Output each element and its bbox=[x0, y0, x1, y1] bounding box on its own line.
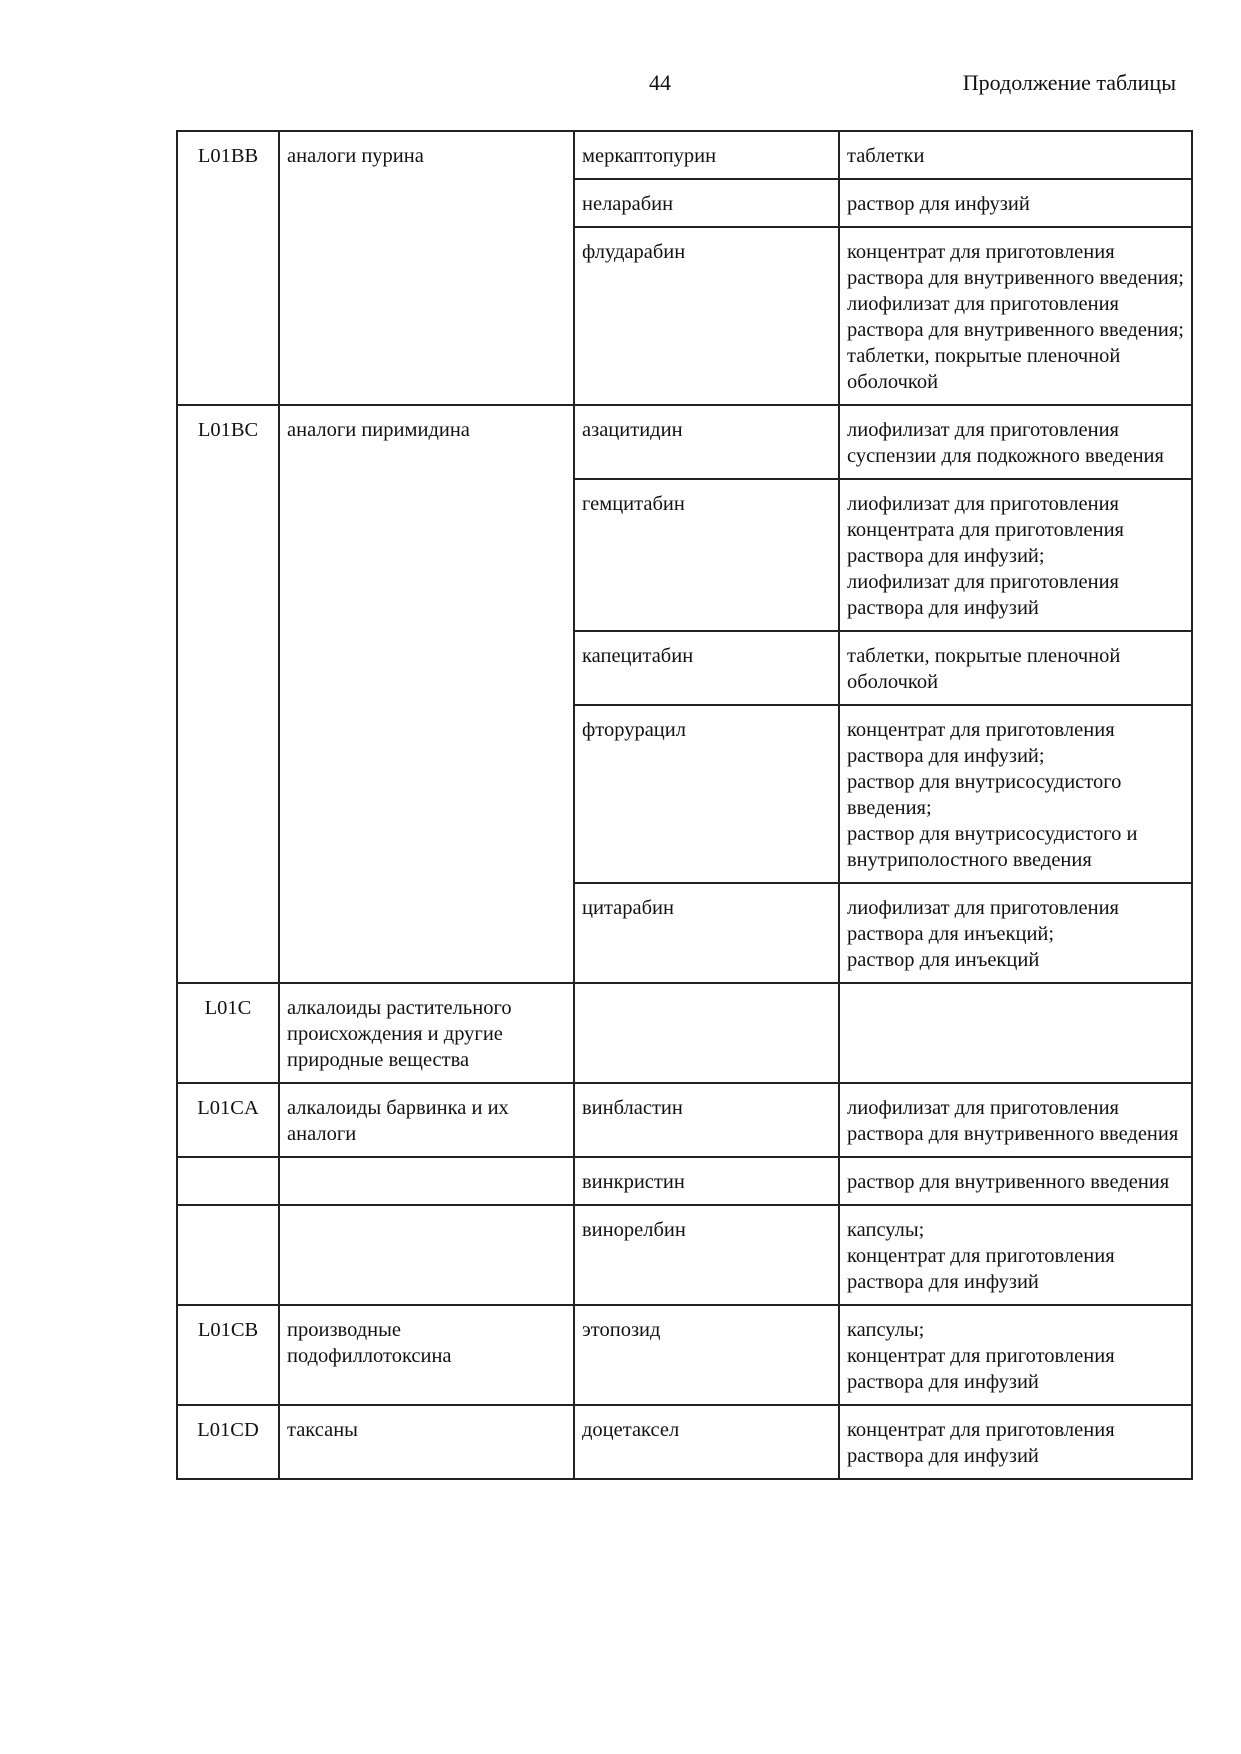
dosage-forms-cell bbox=[839, 405, 1192, 479]
dosage-form: лиофилизат для приготовления раствора для инфузий bbox=[847, 571, 1119, 619]
dosage-form: раствор для внутривенного введения bbox=[847, 1171, 1170, 1193]
dosage-form: лиофилизат для приготовления раствора для инъекций; bbox=[847, 897, 1119, 945]
group-name-cell bbox=[279, 1205, 574, 1305]
dosage-form: лиофилизат для приготовления концентрата для приготовления раствора для инфузий; bbox=[847, 493, 1124, 567]
page-number: 44 bbox=[649, 70, 671, 95]
group-name-cell: аналоги пурина bbox=[279, 131, 574, 405]
dosage-form: таблетки bbox=[847, 145, 925, 167]
dosage-form: концентрат для приготовления раствора для инфузий bbox=[847, 1419, 1115, 1467]
atc-code-cell bbox=[177, 1205, 279, 1305]
group-name-cell: аналоги пиримидина bbox=[279, 405, 574, 983]
drug-name-cell: этопозид bbox=[574, 1305, 839, 1405]
atc-code-cell bbox=[177, 1157, 279, 1205]
atc-code-cell: L01CB bbox=[177, 1305, 279, 1405]
dosage-form: лиофилизат для приготовления суспензии для подкожного введения bbox=[847, 419, 1164, 467]
medication-table bbox=[176, 130, 1193, 1480]
dosage-forms-cell bbox=[839, 705, 1192, 883]
dosage-form: лиофилизат для приготовления раствора для внутривенного введения; bbox=[847, 293, 1184, 341]
dosage-form: лиофилизат для приготовления раствора для внутривенного введения bbox=[847, 1097, 1179, 1145]
drug-name-cell: винбластин bbox=[574, 1083, 839, 1157]
drug-name-cell: гемцитабин bbox=[574, 479, 839, 631]
table-row bbox=[177, 1083, 1192, 1157]
dosage-forms-cell bbox=[839, 1405, 1192, 1479]
dosage-forms-cell bbox=[839, 479, 1192, 631]
drug-name-cell: меркаптопурин bbox=[574, 131, 839, 179]
dosage-form: капсулы; bbox=[847, 1319, 925, 1341]
group-name-cell: алкалоиды барвинка и их аналоги bbox=[279, 1083, 574, 1157]
dosage-forms-cell bbox=[839, 1305, 1192, 1405]
table-row bbox=[177, 131, 1192, 179]
dosage-form: раствор для внутрисосудистого и внутриполостного введения bbox=[847, 823, 1138, 871]
drug-name-cell: винкристин bbox=[574, 1157, 839, 1205]
dosage-forms-cell bbox=[839, 1083, 1192, 1157]
group-name-cell: производные подофиллотоксина bbox=[279, 1305, 574, 1405]
group-name-cell bbox=[279, 1157, 574, 1205]
table-row bbox=[177, 983, 1192, 1083]
drug-name-cell bbox=[574, 983, 839, 1083]
atc-code-cell: L01CD bbox=[177, 1405, 279, 1479]
dosage-form: капсулы; bbox=[847, 1219, 925, 1241]
drug-name-cell: цитарабин bbox=[574, 883, 839, 983]
atc-code-cell: L01BB bbox=[177, 131, 279, 405]
table-body bbox=[177, 131, 1192, 1479]
atc-code-cell: L01CA bbox=[177, 1083, 279, 1157]
table-row bbox=[177, 405, 1192, 479]
drug-name-cell: фторурацил bbox=[574, 705, 839, 883]
dosage-forms-cell bbox=[839, 1205, 1192, 1305]
drug-name-cell: азацитидин bbox=[574, 405, 839, 479]
dosage-forms-cell bbox=[839, 227, 1192, 405]
drug-name-cell: неларабин bbox=[574, 179, 839, 227]
dosage-forms-cell bbox=[839, 179, 1192, 227]
group-name-cell: таксаны bbox=[279, 1405, 574, 1479]
drug-name-cell: винорелбин bbox=[574, 1205, 839, 1305]
dosage-forms-cell bbox=[839, 883, 1192, 983]
dosage-form: раствор для инъекций bbox=[847, 949, 1040, 971]
dosage-form: раствор для инфузий bbox=[847, 193, 1030, 215]
table-row bbox=[177, 1157, 1192, 1205]
dosage-form: концентрат для приготовления раствора для инфузий; bbox=[847, 719, 1115, 767]
dosage-form: концентрат для приготовления раствора для инфузий bbox=[847, 1245, 1115, 1293]
dosage-form: раствор для внутрисосудистого введения; bbox=[847, 771, 1122, 819]
group-name-cell: алкалоиды растительного происхождения и другие природные вещества bbox=[279, 983, 574, 1083]
dosage-form: таблетки, покрытые пленочной оболочкой bbox=[847, 645, 1121, 693]
dosage-forms-cell bbox=[839, 631, 1192, 705]
dosage-form: таблетки, покрытые пленочной оболочкой bbox=[847, 345, 1121, 393]
dosage-forms-cell bbox=[839, 1157, 1192, 1205]
dosage-forms-cell bbox=[839, 131, 1192, 179]
table-row bbox=[177, 1205, 1192, 1305]
table-continuation-label: Продолжение таблицы bbox=[962, 70, 1176, 95]
drug-name-cell: флударабин bbox=[574, 227, 839, 405]
drug-name-cell: капецитабин bbox=[574, 631, 839, 705]
table-row bbox=[177, 1405, 1192, 1479]
dosage-form: концентрат для приготовления раствора для инфузий bbox=[847, 1345, 1115, 1393]
drug-name-cell: доцетаксел bbox=[574, 1405, 839, 1479]
table-row bbox=[177, 1305, 1192, 1405]
dosage-forms-cell bbox=[839, 983, 1192, 1083]
dosage-form: концентрат для приготовления раствора для внутривенного введения; bbox=[847, 241, 1184, 289]
atc-code-cell: L01C bbox=[177, 983, 279, 1083]
atc-code-cell: L01BC bbox=[177, 405, 279, 983]
